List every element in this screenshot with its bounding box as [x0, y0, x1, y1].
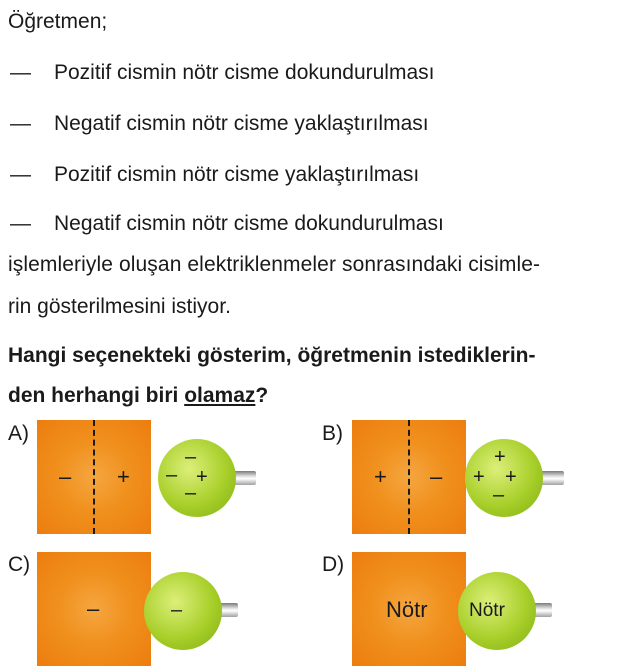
option-a-conductor: [37, 420, 151, 534]
option-b-label[interactable]: B): [322, 422, 343, 445]
list-item: [10, 163, 419, 187]
list-item-text: Negatif cismin nötr cisme dokundurulması: [54, 212, 444, 235]
paragraph-line: işlemleriyle oluşan elektriklenmeler sonrasındaki cisimle-: [8, 253, 541, 276]
charge-sign: +: [374, 464, 387, 489]
charge-sign: –: [185, 446, 197, 468]
list-item-text: Negatif cismin nötr cisme yaklaştırılması: [54, 112, 429, 135]
neutral-label: Nötr: [469, 600, 505, 621]
charge-sign: –: [166, 464, 178, 486]
list-item: [10, 112, 429, 136]
question-underlined: olamaz: [184, 384, 256, 407]
charge-sign: –: [59, 464, 72, 489]
list-item: [10, 61, 434, 85]
option-d-label[interactable]: D): [322, 553, 345, 576]
option-b-sphere: [465, 439, 543, 517]
divider-line: [408, 420, 410, 534]
option-c-sphere: [144, 572, 222, 650]
question-text: den herhangi biri: [8, 384, 185, 407]
question-end: ?: [255, 384, 269, 407]
option-c-label[interactable]: C): [8, 553, 31, 576]
option-a-sphere: [158, 439, 236, 517]
option-a-label[interactable]: A): [8, 422, 29, 445]
option-d-sphere: [458, 572, 536, 650]
charge-sign: +: [505, 466, 517, 488]
list-item-text: Pozitif cismin nötr cisme dokundurulması: [54, 61, 435, 84]
dash: —: [10, 212, 31, 235]
charge-sign: –: [430, 464, 443, 489]
charge-sign: –: [185, 482, 197, 504]
charge-sign: +: [117, 464, 130, 489]
question-line: [8, 384, 268, 408]
dash: —: [10, 163, 31, 186]
charge-sign: +: [196, 466, 208, 488]
charge-sign: +: [494, 446, 506, 468]
charge-sign: –: [171, 599, 183, 621]
option-d-conductor: [352, 552, 466, 666]
option-c-conductor: [37, 552, 151, 666]
charge-sign: –: [493, 484, 505, 506]
charge-sign: –: [87, 596, 100, 621]
paragraph-line: rin gösterilmesini istiyor.: [8, 295, 231, 318]
dash: —: [10, 61, 31, 84]
charge-sign: +: [473, 466, 485, 488]
neutral-label: Nötr: [386, 597, 428, 622]
dash: —: [10, 112, 31, 135]
option-b-conductor: [352, 420, 466, 534]
intro-text: Öğretmen;: [8, 10, 108, 33]
divider-line: [93, 420, 95, 534]
list-item: [10, 212, 444, 236]
list-item-text: Pozitif cismin nötr cisme yaklaştırılması: [54, 163, 420, 186]
question-line: Hangi seçenekteki gösterim, öğretmenin istediklerin-: [8, 344, 536, 367]
